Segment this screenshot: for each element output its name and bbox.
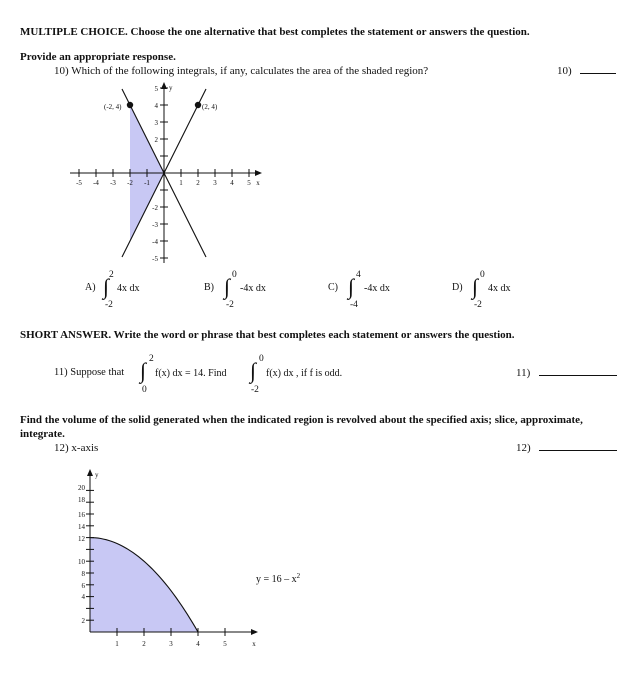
section-heading-volume: Find the volume of the solid generated when the indicated region is revolved about the specified axis; slice, approximate, — [20, 414, 583, 426]
y-tick-label: -3 — [152, 221, 158, 229]
x-tick-label: 4 — [230, 179, 234, 187]
y-tick-label: 4 — [154, 102, 158, 110]
upper-limit: 2 — [149, 354, 154, 364]
x-tick-label: 4 — [196, 640, 200, 648]
x-axis-label: x — [252, 640, 256, 648]
choice-label: A) — [85, 282, 96, 293]
x-tick-label: 3 — [169, 640, 173, 648]
question-12-answer-label — [516, 442, 617, 454]
integral-sign: ∫ — [103, 274, 110, 299]
point-right-label: (2, 4) — [202, 103, 218, 111]
y-tick-label: -4 — [152, 238, 158, 246]
y-tick-label: 3 — [154, 119, 158, 127]
x-tick-label: 2 — [196, 179, 200, 187]
answer-label: 10) — [557, 65, 572, 77]
section-subheading: Provide an appropriate response. — [20, 51, 176, 63]
choice-label: B) — [204, 282, 214, 293]
lower-limit: -2 — [474, 300, 482, 310]
equation-text: y = 16 – x — [256, 574, 297, 585]
upper-limit: 0 — [480, 270, 485, 280]
answer-blank[interactable] — [580, 72, 616, 74]
question-10-answer-label — [557, 65, 616, 77]
question-12-text: 12) x-axis — [54, 442, 99, 454]
choice-d[interactable] — [452, 270, 552, 314]
question-11-answer-label — [516, 367, 617, 379]
x-axis-label: x — [256, 179, 260, 187]
lower-limit: 0 — [142, 385, 147, 395]
y-axis-arrow — [87, 469, 93, 476]
question-10-graph — [60, 80, 280, 270]
section-heading-multiple-choice: MULTIPLE CHOICE. Choose the one alternative that best completes the statement or answers the question. — [20, 26, 530, 38]
x-tick-label: -1 — [144, 179, 150, 187]
x-tick-label: 2 — [142, 640, 146, 648]
point-right — [195, 102, 201, 108]
answer-label: 12) — [516, 442, 531, 454]
y-tick-label: -5 — [152, 255, 158, 263]
x-tick-label: 3 — [213, 179, 217, 187]
lower-limit: -2 — [105, 300, 113, 310]
answer-label: 11) — [516, 367, 531, 379]
x-tick-label: -4 — [93, 179, 99, 187]
question-11-suffix: f(x) dx , if f is odd. — [266, 368, 343, 379]
integral-sign: ∫ — [140, 358, 147, 383]
y-tick-label: 8 — [81, 570, 85, 578]
y-tick-label: 14 — [78, 523, 85, 531]
shaded-region — [90, 538, 198, 632]
section-heading-volume-line2: integrate. — [20, 428, 65, 440]
y-axis-label: y — [95, 471, 99, 479]
x-tick-label: 5 — [247, 179, 251, 187]
choice-b[interactable] — [204, 270, 304, 314]
section-heading-short-answer: SHORT ANSWER. Write the word or phrase that best completes each statement or answers the question. — [20, 329, 515, 341]
y-tick-label: 10 — [78, 558, 85, 566]
lower-limit: -4 — [350, 300, 358, 310]
x-tick-label: 5 — [223, 640, 227, 648]
x-axis-arrow — [251, 629, 258, 635]
x-tick-label: -3 — [110, 179, 116, 187]
upper-limit: 0 — [259, 354, 264, 364]
y-tick-label: 4 — [81, 593, 85, 601]
equation-label — [256, 572, 301, 585]
x-tick-label: -2 — [127, 179, 133, 187]
integrand: 4x dx — [117, 283, 140, 294]
lower-limit: -2 — [226, 300, 234, 310]
y-tick-label: 6 — [81, 582, 85, 590]
integral-sign: ∫ — [348, 274, 355, 299]
y-tick-label: -2 — [152, 204, 158, 212]
integrand: -4x dx — [240, 283, 266, 294]
x-tick-label: -5 — [76, 179, 82, 187]
y-tick-label: 20 — [78, 484, 85, 492]
x-axis-arrow — [255, 170, 262, 176]
question-10-text: 10) Which of the following integrals, if any, calculates the area of the shaded region? — [54, 65, 429, 77]
y-tick-label: 2 — [81, 617, 85, 625]
integral-sign: ∫ — [224, 274, 231, 299]
answer-blank[interactable] — [539, 449, 617, 451]
integral-sign: ∫ — [250, 358, 257, 383]
answer-blank[interactable] — [539, 374, 617, 376]
x-tick-label: 1 — [179, 179, 183, 187]
y-tick-label: 12 — [78, 535, 85, 543]
choice-label: C) — [328, 282, 338, 293]
y-tick-label: 18 — [78, 496, 85, 504]
y-tick-label: 16 — [78, 511, 85, 519]
equation-exponent: 2 — [296, 572, 301, 580]
point-left-label: (-2, 4) — [104, 103, 122, 111]
point-left — [127, 102, 133, 108]
y-tick-label: 5 — [154, 85, 158, 93]
upper-limit: 4 — [356, 270, 361, 280]
upper-limit: 0 — [232, 270, 237, 280]
question-11 — [54, 354, 374, 398]
question-11-middle: f(x) dx = 14. Find — [155, 368, 227, 379]
integral-sign: ∫ — [472, 274, 479, 299]
y-tick-label: 2 — [154, 136, 158, 144]
choice-label: D) — [452, 282, 463, 293]
upper-limit: 2 — [109, 270, 114, 280]
choice-a[interactable] — [85, 270, 185, 314]
x-tick-label: 1 — [115, 640, 119, 648]
choice-c[interactable] — [328, 270, 428, 314]
integrand: 4x dx — [488, 283, 511, 294]
lower-limit: -2 — [251, 385, 259, 395]
question-11-prefix: 11) Suppose that — [54, 367, 125, 378]
integrand: -4x dx — [364, 283, 390, 294]
y-axis-label: y — [169, 84, 173, 92]
question-12-graph — [70, 465, 310, 655]
